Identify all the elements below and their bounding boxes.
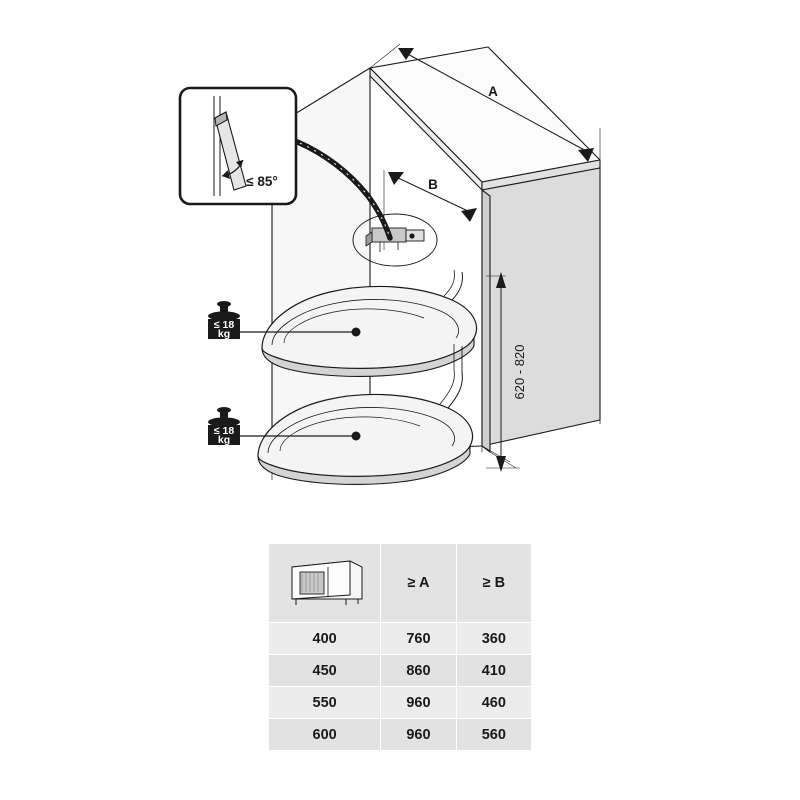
row-b: 560 xyxy=(456,719,531,751)
row-a: 960 xyxy=(381,719,456,751)
table-row xyxy=(269,623,532,655)
hinge-mechanism xyxy=(353,214,437,266)
table-row xyxy=(269,655,532,687)
row-b: 360 xyxy=(456,623,531,655)
header-col-a: ≥ A xyxy=(381,544,456,623)
row-b: 460 xyxy=(456,687,531,719)
cabinet-icon xyxy=(280,555,370,611)
row-size: 550 xyxy=(269,687,381,719)
row-a: 960 xyxy=(381,687,456,719)
load-badge-lower-unit: kg xyxy=(217,434,231,446)
detail-callout-box xyxy=(180,88,296,204)
load-badge-lower-limit: ≤ 18 xyxy=(213,425,235,437)
row-size: 450 xyxy=(269,655,381,687)
row-b: 410 xyxy=(456,655,531,687)
load-badge-upper-limit: ≤ 18 xyxy=(213,319,235,331)
load-badge-upper-unit: kg xyxy=(217,328,231,340)
cabinet-icon-cell xyxy=(269,544,381,623)
row-a: 860 xyxy=(381,655,456,687)
specification-table xyxy=(268,543,532,751)
header-col-b: ≥ B xyxy=(456,544,531,623)
row-size: 600 xyxy=(269,719,381,751)
row-a: 760 xyxy=(381,623,456,655)
dimension-b-label: B xyxy=(428,177,438,192)
dimension-a-label: A xyxy=(488,84,498,99)
table-row xyxy=(269,719,532,751)
table-row xyxy=(269,687,532,719)
row-size: 400 xyxy=(269,623,381,655)
table-header-row xyxy=(269,544,532,623)
angle-label: ≤ 85° xyxy=(246,174,278,189)
dimension-height-label: 620 - 820 xyxy=(512,344,527,400)
